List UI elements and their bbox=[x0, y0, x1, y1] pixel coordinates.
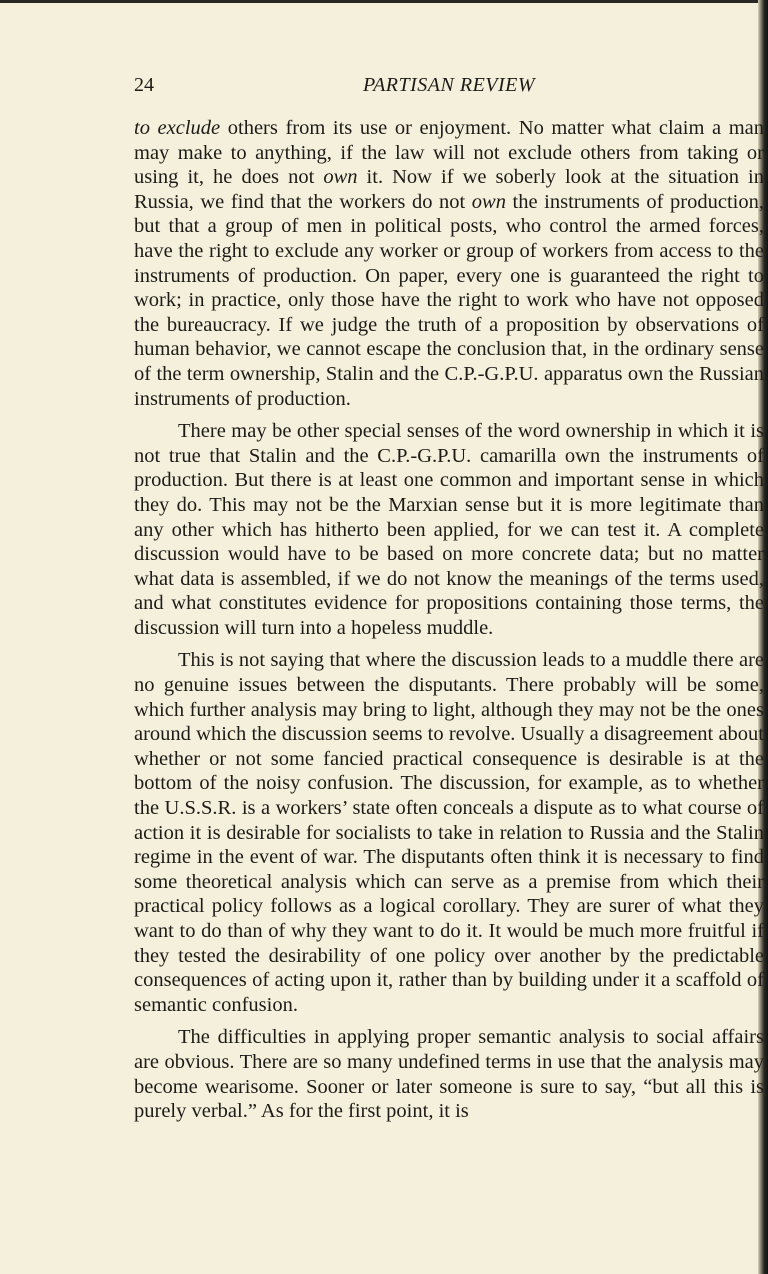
page-number: 24 bbox=[134, 74, 154, 96]
text-segment: it. Now if we soberly look at the situation in Russia, we find that the workers do not bbox=[134, 166, 764, 213]
body-text bbox=[134, 116, 764, 1124]
book-page bbox=[134, 70, 764, 1132]
paragraph-2 bbox=[134, 419, 764, 640]
text-segment: the instruments of production, but that a group of men in political posts, who control the armed forces, have the right to exclude any worker or group of workers from access to the instruments of production. On paper, every one is guaranteed the right to work; in practice, only those have the right to work who have not opposed the bureaucracy. If we judge the truth of a proposition by observations of human behavior, we cannot escape the conclusion that, in the ordinary sense of the term ownership, Stalin and the C.P.-G.P.U. apparatus own the Russian instruments of production. bbox=[134, 190, 764, 410]
text-segment: This is not saying that where the discussion leads to a muddle there are no genuine issues between the disputants. There probably will be some, which further analysis may bring to light, although they may not be the ones around which the discussion seems to revolve. Usually a disagreement about whether or not some fancied practical consequence is desirable is at the bottom of the noisy confusion. The discussion, for example, as to whether the U.S.S.R. is a workers’ state often conceals a dispute as to what course of action it is desirable for socialists to take in relation to Russia and the Stalin regime in the event of war. The disputants often think it is necessary to find some theoretical analysis which can serve as a premise from which their practical policy follows as a logical corollary. They are surer of what they want to do than of why they want to do it. It would be much more fruitful if they tested the desirability of one policy over another by the predictable consequences of acting upon it, rather than by building under it a scaffold of semantic confusion. bbox=[134, 649, 764, 1016]
running-header bbox=[134, 70, 764, 104]
text-segment: own bbox=[323, 166, 358, 189]
text-segment: The difficulties in applying proper semantic analysis to social affairs are obvious. There are so many undefined terms in use that the analysis may become wearisome. Sooner or later someone is sure to say, “but all this is purely verbal.” As for the first point, it is bbox=[134, 1026, 764, 1123]
text-segment: own bbox=[471, 190, 506, 213]
paragraph-1 bbox=[134, 116, 764, 411]
journal-title: PARTISAN REVIEW bbox=[362, 74, 536, 96]
text-segment: to exclude bbox=[134, 117, 221, 139]
paragraph-3 bbox=[134, 648, 764, 1017]
paragraph-4 bbox=[134, 1025, 764, 1123]
page-top-shadow bbox=[0, 0, 768, 3]
text-segment: others from its use or enjoyment. No matter what claim a man may make to anything, if the law will not exclude others from taking or using it, he does not bbox=[134, 117, 764, 189]
text-segment: There may be other special senses of the word ownership in which it is not true that Stalin and the C.P.-G.P.U. camarilla own the instruments of production. But there is at least one common and important sense in which they do. This may not be the Marxian sense but it is more legitimate than any other which has hitherto been applied, for we can test it. A complete discussion would have to be based on more concrete data; but no matter what data is assembled, if we do not know the meanings of the terms used, and what constitutes evidence for propositions containing those terms, the discussion will turn into a hopeless muddle. bbox=[134, 420, 764, 639]
